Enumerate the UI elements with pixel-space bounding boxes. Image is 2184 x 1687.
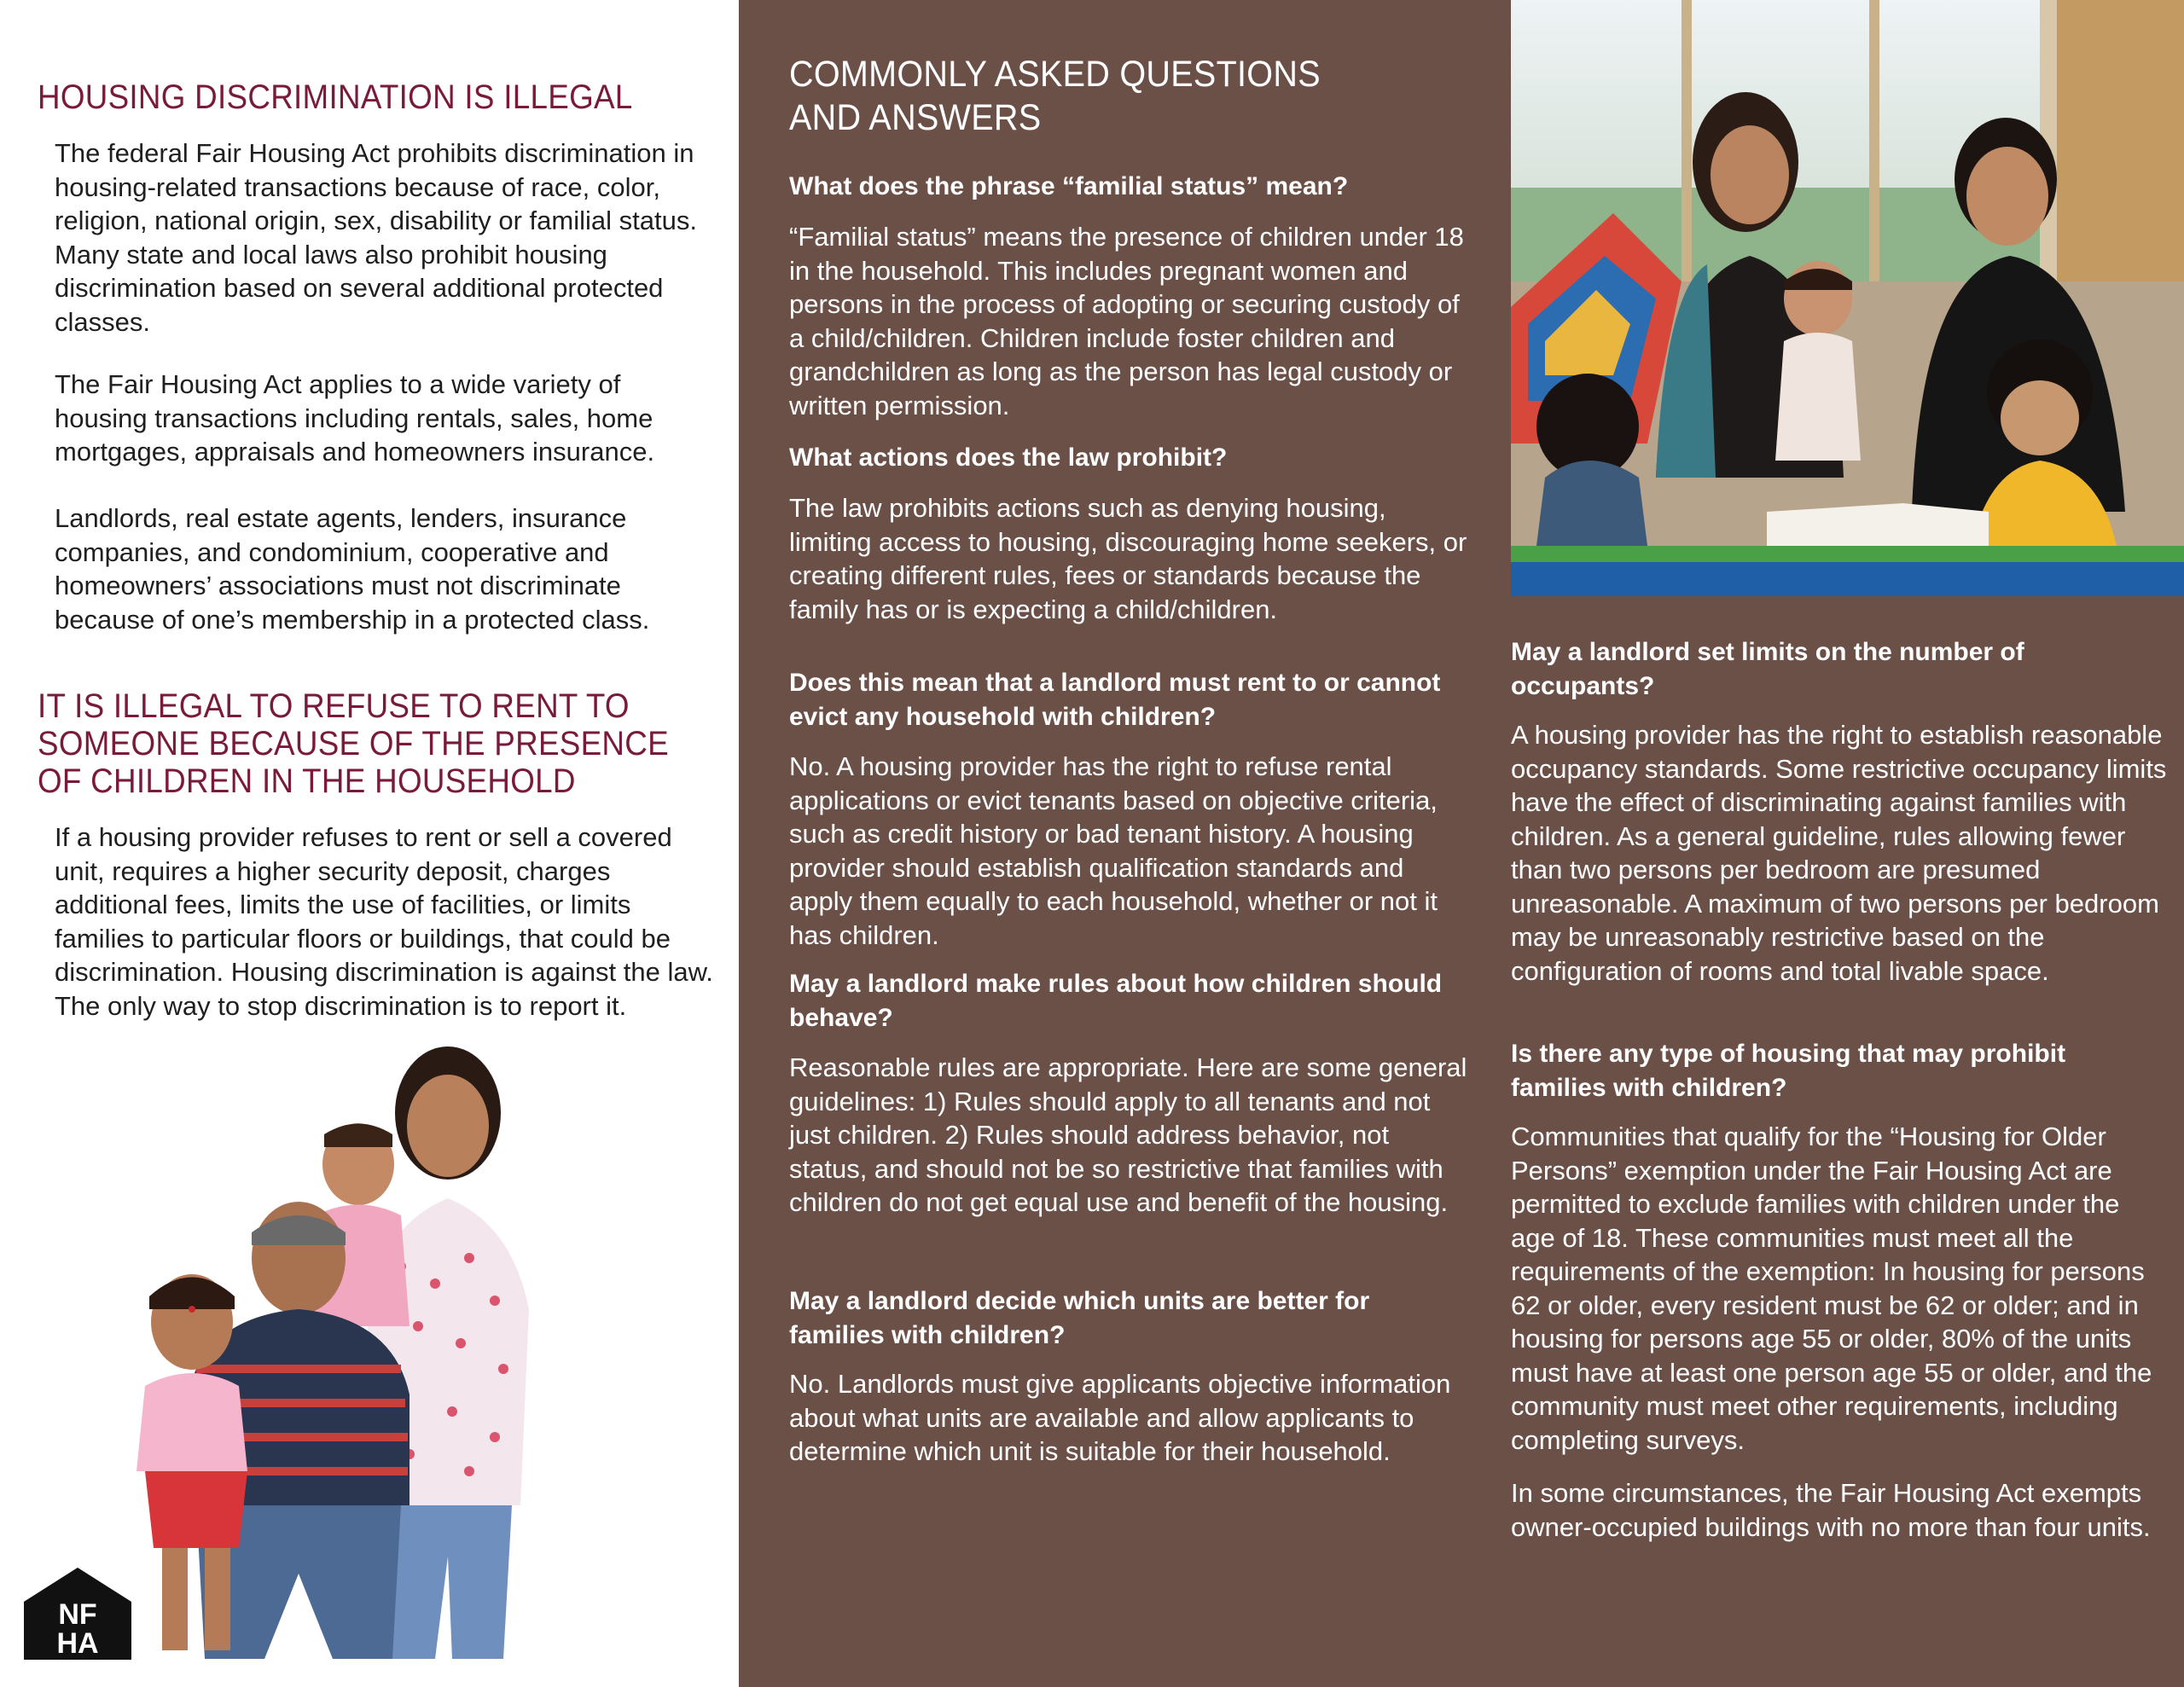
- family-reading-photo: [1511, 0, 2184, 546]
- answer-limit-occupants: A housing provider has the right to establish reasonable occupancy standards. Some restrictive occupancy limits have the effect of discriminating against families with children. As a general guideline, rules allowing fewer than two persons per bedroom are presumed unreasonable. A maximum of two persons per bedroom may be unreasonably restrictive based on the configuration of rooms and total livable space.: [1511, 720, 2167, 986]
- question-decide-units: May a landlord decide which units are better for families with children?: [789, 1287, 1370, 1349]
- answer-decide-units: No. Landlords must give applicants objective information about what units are available and allow applicants to determine which unit is suitable for their household.: [789, 1369, 1451, 1466]
- answer-must-rent: No. A housing provider has the right to refuse rental applications or evict tenants based on objective criteria, such as credit history or bad tenant history. A housing provider should establish qualification standards and apply them equally to each household, whether or not it has children.: [789, 751, 1438, 950]
- blue-stripe: [1511, 562, 2184, 596]
- paragraph-housing-provider-refuses: If a housing provider refuses to rent or sell a covered unit, requires a higher security deposit, charges additional fees, limits the use of facilities, or limits families to particular floors or buildings, that could be discrimination. Housing discrimination is against the law. The only way to stop discrimination is to report it.: [55, 822, 713, 1021]
- logo-text-ha: HA: [56, 1627, 99, 1660]
- heading-discrimination-illegal: HOUSING DISCRIMINATION IS ILLEGAL: [38, 78, 633, 116]
- heading-refuse-to-rent: IT IS ILLEGAL TO REFUSE TO RENT TO SOMEONE BECAUSE OF THE PRESENCE OF CHILDREN IN THE HOUSEHOLD: [38, 687, 669, 800]
- question-prohibit-families: Is there any type of housing that may prohibit families with children?: [1511, 1040, 2066, 1102]
- answer-familial-status: “Familial status” means the presence of children under 18 in the household. This includes pregnant women and persons in the process of adopting or securing custody of a child/children. Children include foster children and grandchildren as long as the person has legal custody or written permission.: [789, 222, 1464, 420]
- answer-rules-behave: Reasonable rules are appropriate. Here are some general guidelines: 1) Rules should apply to all tenants and not just children. 2) Rules should address behavior, not status, and should not be so restrictive that families with children do not get equal use and benefit of the housing.: [789, 1052, 1467, 1217]
- paragraph-fair-housing-act: The federal Fair Housing Act prohibits discrimination in housing-related transactions because of race, color, religion, national origin, sex, disability or familial status. Many state and local laws also prohibit housing discrimination based on several additional protected classes.: [55, 138, 697, 337]
- question-rules-behave: May a landlord make rules about how children should behave?: [789, 970, 1443, 1032]
- paragraph-transactions: The Fair Housing Act applies to a wide variety of housing transactions including rentals, sales, home mortgages, appraisals and homeowners insurance.: [55, 369, 655, 467]
- paragraph-owner-occupied-exemption: In some circumstances, the Fair Housing Act exempts owner-occupied buildings with no more than four units.: [1511, 1478, 2151, 1542]
- answer-prohibit-families: Communities that qualify for the “Housing for Older Persons” exemption under the Fair Housing Act are permitted to exclude families with children under the age of 18. These communities must meet all the requirements of the exemption: In housing for persons 62 or older, every resident must be 62 or older; and in housing for persons age 55 or older, 80% of the units must have at least one person age 55 or older, and the community must meet other requirements, including completing surveys.: [1511, 1122, 2152, 1455]
- paragraph-landlords: Landlords, real estate agents, lenders, insurance companies, and condominium, cooperative and homeowners’ associations must not discriminate because of one’s membership in a protected class.: [55, 503, 650, 635]
- question-must-rent: Does this mean that a landlord must rent to or cannot evict any household with children?: [789, 669, 1441, 731]
- heading-commonly-asked: COMMONLY ASKED QUESTIONS AND ANSWERS: [789, 54, 1321, 138]
- logo-text-nf: NF: [58, 1598, 97, 1631]
- family-photo: [111, 1028, 606, 1659]
- question-familial-status: What does the phrase “familial status” mean?: [789, 172, 1349, 200]
- question-actions-prohibited: What actions does the law prohibit?: [789, 443, 1228, 472]
- question-limit-occupants: May a landlord set limits on the number of occupants?: [1511, 638, 2024, 700]
- answer-actions-prohibited: The law prohibits actions such as denying housing, limiting access to housing, discouraging home seekers, or creating different rules, fees or standards because the family has or is expecting a child/children.: [789, 493, 1467, 624]
- green-stripe: [1511, 546, 2184, 562]
- nfha-logo: [24, 1568, 131, 1660]
